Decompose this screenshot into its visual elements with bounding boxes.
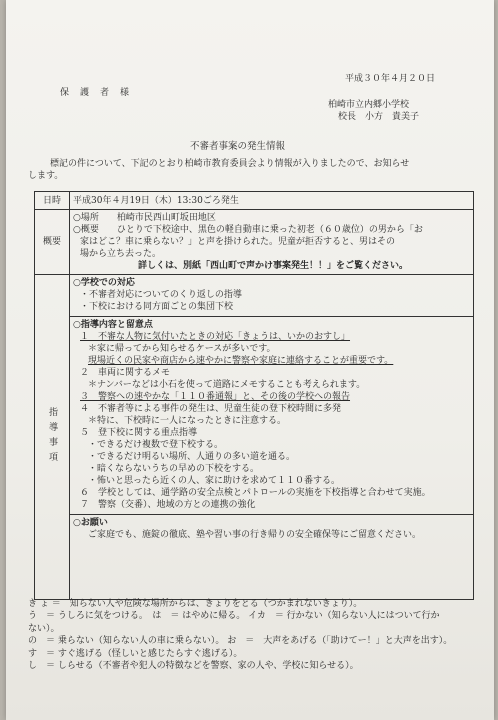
intro-line-1: 標記の件について、下記のとおり柏崎市教育委員会より情報が入りましたので、お知らせ: [50, 159, 410, 169]
section-title: ○お願い: [73, 518, 108, 528]
glossary-line: す ＝ すぐ逃げる（怪しいと感じたらすぐ逃げる）。: [28, 648, 243, 659]
section-school-response: [70, 275, 473, 317]
glossary-line: し ＝ しらせる（不審者や犯人の特徴などを警察、家の人や、学校に知らせる）。: [28, 661, 359, 672]
ikanoosushi-glossary: [28, 598, 452, 672]
section-request: [70, 515, 473, 544]
list-item: ・怖いと思ったら近くの人、家に助けを求めて１１０番する。: [88, 476, 341, 486]
recipient: 保 護 者 様: [60, 88, 131, 98]
incident-table: [34, 191, 474, 600]
glossary-line: ない）。: [28, 623, 60, 634]
list-item: ・下校における同方面ごとの集団下校: [80, 302, 234, 312]
summary-line: ○概要 ひとりで下校途中、黒色の軽自動車に乗った初老（６０歳位）の男から「お: [73, 225, 423, 235]
guidance-label: 指導事項: [47, 407, 57, 467]
summary-row: [35, 210, 474, 275]
list-item: ３ 警察への速やかな「１１０番通報」と、その後の学校への報告: [80, 392, 351, 402]
list-item: ７ 警察（交番）、地域の方との連携の強化: [80, 500, 256, 510]
list-item: ・できるだけ複数で登下校する。: [88, 440, 224, 450]
list-item: ６ 学校としては、通学路の安全点検とパトロールの実施を下校指導と合わせて実施。: [80, 488, 431, 498]
date-label: 日時: [35, 192, 70, 210]
section-guidance-points: [70, 317, 473, 515]
section-title: ○指導内容と留意点: [73, 320, 153, 330]
summary-line: ○場所 柏崎市民西山町坂田地区: [73, 213, 216, 223]
list-item: ４ 不審者等による事件の発生は、児童生徒の登下校時間に多発: [80, 404, 342, 414]
document-page: [6, 0, 494, 720]
list-item: ＊特に、下校時に一人になったときに注意する。: [88, 416, 287, 426]
date-value: 平成30年４月19日（木）13:30ごろ発生: [73, 195, 239, 206]
summary-label: 概要: [35, 210, 70, 275]
issue-date: 平成３０年４月２０日: [345, 74, 436, 84]
intro-line-2: します。: [28, 171, 64, 181]
section-title: ○学校での対応: [73, 278, 135, 288]
list-item: １ 不審な人物に気付いたときの対応「きょうは、いかのおすし」: [80, 332, 351, 342]
sender-school: 柏崎市立内郷小学校: [328, 100, 410, 110]
list-item: ２ 車両に関するメモ: [80, 368, 171, 378]
sender-principal: 校長 小方 貴美子: [338, 112, 420, 122]
glossary-line: の ＝ 乗らない（知らない人の車に乗らない）。 お ＝ 大声をあげる（「助けてー！」と大声を出す）。: [28, 636, 453, 647]
guidance-row: [35, 275, 474, 600]
list-item: ５ 登下校に関する重点指導: [80, 428, 198, 438]
glossary-line: き ょ ＝ 知らない人や危険な場所からは、きょりをとる（つかまれないきょり）。: [28, 599, 363, 609]
summary-line: 家はどこ？車に乗らない？」と声を掛けられた。児童が拒否すると、男はその: [80, 237, 396, 247]
list-item: ＊家に帰ってから知らせるケースが多いです。: [88, 344, 276, 354]
summary-line: 場から立ち去った。: [80, 249, 162, 259]
summary-line: 詳しくは、別紙「西山町で声かけ事案発生！！」をご覧ください。: [138, 261, 409, 271]
list-item: ＊ナンバーなどは小石を使って道路にメモすることも考えられます。: [88, 380, 366, 390]
list-item: ・できるだけ明るい場所、人通りの多い道を通る。: [88, 452, 296, 462]
document-title: 不審者事案の発生情報: [190, 141, 286, 152]
date-row: [35, 192, 474, 210]
request-text: ご家庭でも、施錠の徹底、塾や習い事の行き帰りの安全確保等にご留意ください。: [88, 530, 422, 540]
list-item: 現場近くの民家や商店から速やかに警察や家庭に連絡することが重要です。: [88, 356, 394, 366]
glossary-line: う ＝ うしろに気をつける。 は ＝ はやめに帰る。 イカ ＝ 行かない（知らない人にはついて行か: [28, 611, 440, 622]
list-item: ・不審者対応についてのくり返しの指導: [80, 290, 242, 300]
list-item: ・暗くならないうちの早めの下校をする。: [88, 464, 260, 474]
